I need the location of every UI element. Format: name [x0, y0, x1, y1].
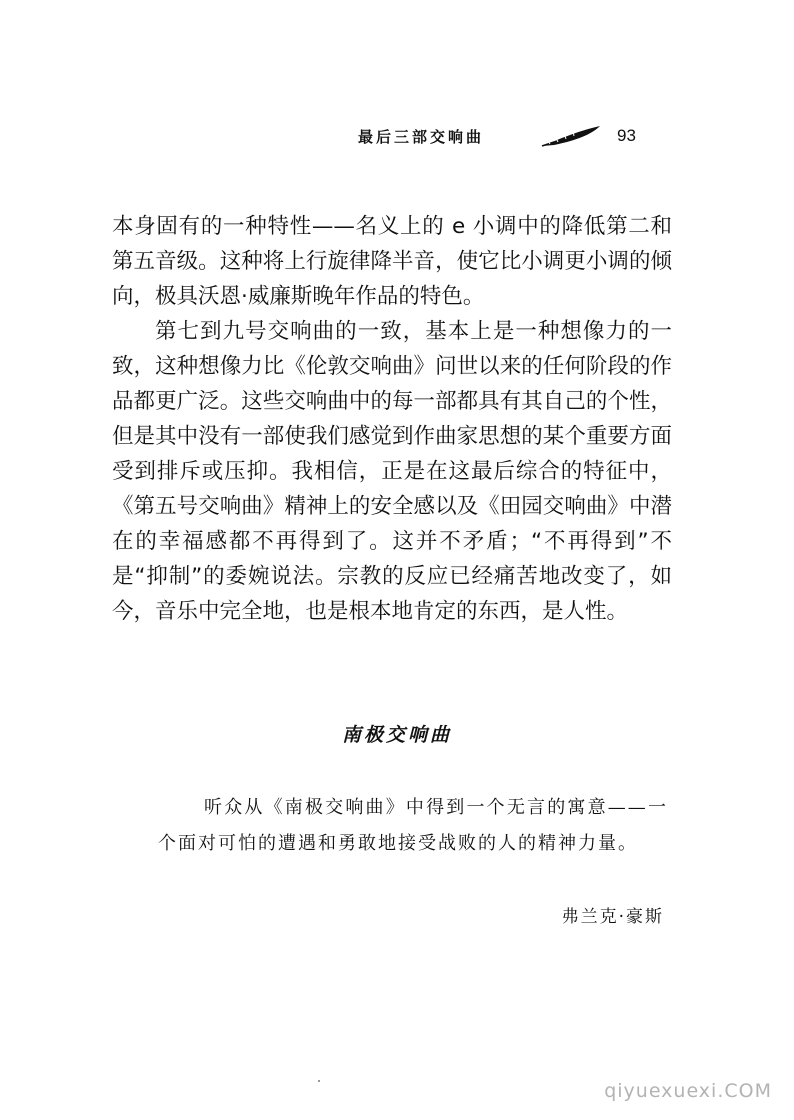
paragraph: 第七到九号交响曲的一致，基本上是一种想像力的一致，这种想像力比《伦敦交响曲》问世以来的任何阶段的作品都更广泛。这些交响曲中的每一部都具有其自己的个性，但是其中没有一部使我们感觉到作曲家思想的某个重要方面受到排斥或压抑。我相信，正是在这最后综合的特征中，《第五号交响曲》精神上的安全感以及《田园交响曲》中潜在的幸福感都不再得到了。这并不矛盾；“不再得到”不是“抑制”的委婉说法。宗教的反应已经痛苦地改变了，如今，音乐中完全地，也是根本地肯定的东西，是人性。: [112, 319, 672, 624]
page-header: [0, 124, 794, 154]
section-heading: 南极交响曲: [341, 724, 452, 746]
epigraph-attribution: 弗兰克·豪斯: [561, 907, 664, 927]
paragraph: 本身固有的一种特性——名义上的 e 小调中的降低第二和第五音级。这种将上行旋律降半音，使它比小调更小调的倾向，极具沃恩·威廉斯晚年作品的特色。: [112, 214, 672, 309]
running-title: 最后三部交响曲: [358, 128, 485, 146]
epigraph: [158, 790, 668, 862]
page-number: 93: [617, 126, 636, 145]
feather-quill-icon: [540, 124, 602, 148]
epigraph-text: 听众从《南极交响曲》中得到一个无言的寓意——一个面对可怕的遭遇和勇敢地接受战败的人的精神力量。: [158, 797, 668, 854]
watermark: qiyuexuexi.COM: [604, 1080, 772, 1102]
scan-speck: [318, 1080, 320, 1082]
main-text: [112, 209, 672, 629]
